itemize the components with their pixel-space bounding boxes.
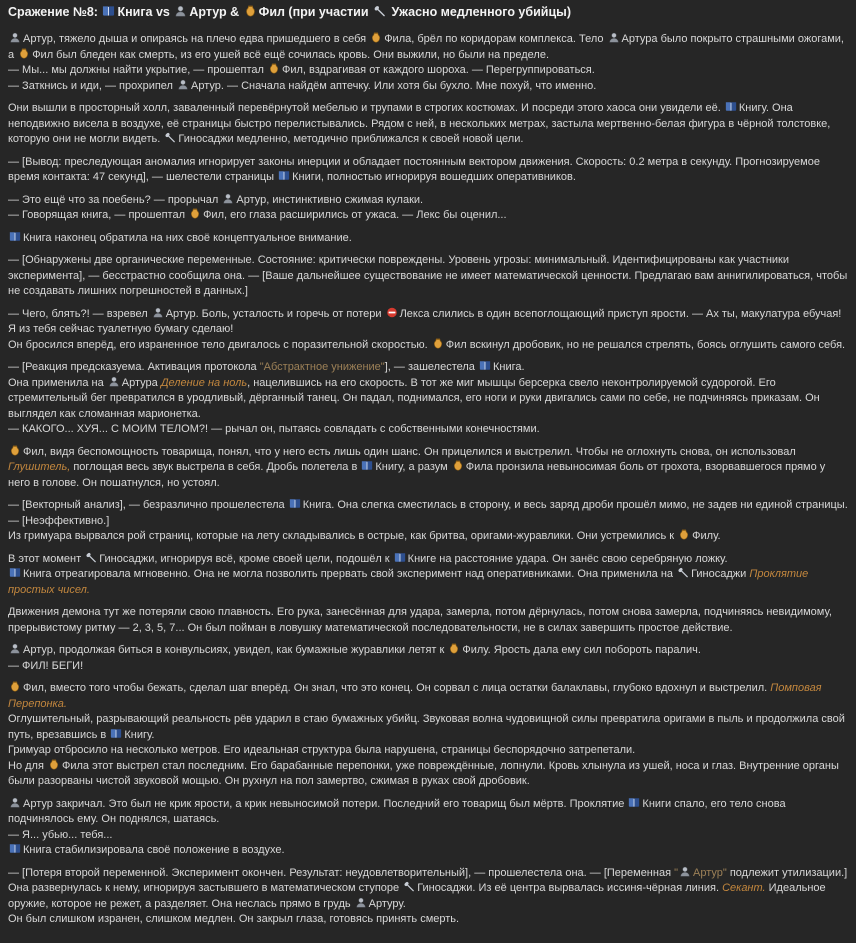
story-text: Фил вскинул дробовик, но не решался стрелять, боясь оглушить самого себя. <box>445 338 846 351</box>
text-line <box>8 912 848 928</box>
text-line <box>8 498 848 529</box>
phil-flask-icon <box>452 460 464 471</box>
text-line <box>8 360 848 376</box>
book-icon <box>102 5 115 17</box>
story-text: Фила, брёл по коридорам комплекса. Тело <box>384 33 607 45</box>
story-text: Книга отреагировала мгновенно. Она не могла позволить прервать свой эксперимент над оперативниками. Она применила на <box>23 568 677 580</box>
story-text: — Говорящая книга, — прошептал <box>8 209 189 221</box>
book-icon <box>479 360 491 371</box>
text-line <box>8 376 848 423</box>
text-line <box>8 681 848 712</box>
phil-flask-icon <box>244 5 257 17</box>
story-text: Артур. Боль, усталость и горечь от потери <box>165 307 385 320</box>
story-text: Он был слишком изранен, слишком медлен. Он закрыл глаза, готовясь принять смерть. <box>8 913 460 925</box>
spoon-icon <box>677 567 689 578</box>
story-text: Артур, продолжая биться в конвульсиях, увидел, как бумажные журавлики летят к <box>23 644 448 656</box>
text-line <box>8 529 848 545</box>
paragraph <box>8 643 848 674</box>
text-line <box>8 552 848 568</box>
paragraph <box>8 552 848 599</box>
story-text: Книге на расстояние удара. Он занёс свою серебряную ложку. <box>407 552 728 565</box>
story-text: Книга наконец обратила на них своё концептуальное внимание. <box>23 231 352 244</box>
text-line <box>8 445 848 492</box>
text-line <box>8 231 848 247</box>
story-text: ], — зашелестела <box>384 361 478 373</box>
ability-name: Помповая Перепонка. <box>8 682 822 710</box>
arthur-bust-icon <box>108 376 120 387</box>
story-text: Фила пронзила невыносимая боль от грохота, взорвавшегося прямо у него в голове. Он пошатнулся, но устоял. <box>8 461 826 489</box>
story-text: Артура <box>121 376 161 389</box>
ability-name: Секант. <box>722 882 766 894</box>
arthur-bust-icon <box>177 79 189 90</box>
story-text: Они вышли в просторный холл, заваленный перевёрнутой мебелью и трупами в строгих костюмах. И посреди этого хаоса они увидели её. <box>8 102 724 114</box>
phil-flask-icon <box>370 32 382 43</box>
story-text: подлежит утилизации.] <box>726 866 848 879</box>
text-line <box>8 155 848 186</box>
story-text: Гиносаджи, игнорируя всё, кроме своей цели, подошёл к <box>99 552 393 565</box>
phil-flask-icon <box>9 445 21 456</box>
story-text: Фил (при участии <box>258 5 373 19</box>
story-text: Артур. — Сначала найдём аптечку. Или хотя бы бухло. Мне похуй, что именно. <box>191 79 597 92</box>
paragraph <box>8 193 848 224</box>
story-text: Филу. <box>692 530 721 542</box>
protocol-name: "Абстрактное унижение" <box>259 361 385 373</box>
text-line <box>8 567 848 598</box>
book-icon <box>9 567 21 578</box>
story-text: — Заткнись и иди, — прохрипел <box>8 79 177 92</box>
text-line <box>8 659 848 675</box>
story-text: — [Векторный анализ], — безразлично прошелестела <box>8 499 288 511</box>
story-text: Движения демона тут же потеряли свою плавность. Его рука, занесённая для удара, замерла, потом дёрнулась, потом снова замерла, подчиняясь невидимому, прерывистому ритму — 2, 3, 5, 7... Он был пойман в ловушку математической последовательности, не в силах завершить простое действие. <box>8 606 832 634</box>
story-text: Фил, вздрагивая от каждого шороха. — Перегруппироваться. <box>281 64 595 76</box>
text-line <box>8 828 848 844</box>
paragraph <box>8 498 848 545</box>
arthur-bust-icon <box>355 897 367 908</box>
paragraph <box>8 360 848 438</box>
story-text: Книги спало, его тело снова подчинялось ему. Он поднялся, шатаясь. <box>8 797 786 825</box>
spoon-icon <box>403 881 415 892</box>
story-text: — ФИЛ! БЕГИ! <box>8 659 84 672</box>
arthur-bust-icon <box>9 797 21 808</box>
story-text: Книга vs <box>117 5 174 19</box>
arthur-bust-icon <box>679 866 691 877</box>
book-icon <box>9 843 21 854</box>
text-line <box>8 422 848 438</box>
ability-name: Проклятие простых чисел. <box>8 568 809 596</box>
story-text: Артур & <box>189 5 243 19</box>
story-text: Гиносаджи <box>691 568 750 580</box>
story-text: Из гримуара вырвался рой страниц, которые на лету складывались в острые, как бритва, оригами-журавлики. Они устремились к <box>8 530 678 542</box>
phil-flask-icon <box>432 338 444 349</box>
story-text: Оглушительный, разрывающий реальность рёв ударил в стаю бумажных убийц. Звуковая волна чудовищной силы превратила оригами в пыль и продолжила свой путь, врезавшись в <box>8 713 845 741</box>
paragraph <box>8 231 848 247</box>
story-text: Артуру. <box>368 897 406 910</box>
story-text: Фил, его глаза расширились от ужаса. — Лекс бы оценил... <box>203 209 507 221</box>
phil-flask-icon <box>48 759 60 770</box>
story-text: Книга. Она слегка сместилась в сторону, и весь заряд дроби прошёл мимо, не задев ни единой страницы. — [Неэффективно.] <box>8 499 848 527</box>
arthur-bust-icon <box>222 193 234 204</box>
story-text: Фил, вместо того чтобы бежать, сделал шаг вперёд. Он знал, что это конец. Он сорвал с лица остатки балаклавы, глубоко вдохнул и выстрелил. <box>23 682 771 694</box>
text-line <box>8 605 848 636</box>
story-text: Он бросился вперёд, его израненное тело двигалось с поразительной скоростью. <box>8 338 431 351</box>
story-text: поглощая весь звук выстрела в себя. Дробь полетела в <box>70 461 361 473</box>
story-text: — Мы... мы должны найти укрытие, — прошептал <box>8 64 267 76</box>
story-text: — [Обнаружены две органические переменные. Состояние: критически повреждены. Уровень угрозы: минимальный. Идентифицированы как участники эксперимента], — бесстрастно сообщила она. — [Ваше дальнейшее существование не имеет математической ценности. Предлагаю вам аннигилироваться, чтобы не создавать лишних погрешностей в данных.] <box>8 254 848 297</box>
text-line <box>8 63 848 79</box>
paragraph <box>8 32 848 94</box>
paragraph <box>8 253 848 300</box>
text-line <box>8 643 848 659</box>
paragraph <box>8 307 848 354</box>
story-text: Ужасно медленного убийцы) <box>388 5 571 19</box>
book-icon <box>9 231 21 242</box>
protocol-name: " <box>674 866 678 879</box>
text-line <box>8 759 848 790</box>
spoon-icon <box>85 552 97 563</box>
spoon-icon <box>164 132 176 143</box>
book-icon <box>110 728 122 739</box>
text-line <box>8 208 848 224</box>
story-text: Книга. <box>492 361 525 373</box>
phil-flask-icon <box>268 63 280 74</box>
text-line <box>8 881 848 912</box>
ability-name: Деление на ноль <box>160 376 248 389</box>
phil-flask-icon <box>448 643 460 654</box>
book-icon <box>725 101 737 112</box>
story-text: Гримуар отбросило на несколько метров. Его идеальная структура была нарушена, страницы беспорядочно затрепетали. <box>8 744 636 756</box>
story-text: — Это ещё что за поебень? — прорычал <box>8 193 222 206</box>
story-text: Но для <box>8 759 47 772</box>
text-line <box>8 101 848 148</box>
book-icon <box>394 552 406 563</box>
story-text: Гиносаджи. Из её центра вырвалась иссиня-чёрная линия. <box>417 882 723 894</box>
story-text: — [Реакция предсказуема. Активация протокола <box>8 361 260 373</box>
story-text: Идеальное оружие, которое не режет, а разделяет. Она неслась прямо в грудь <box>8 882 826 910</box>
text-line <box>8 79 848 95</box>
text-line <box>8 338 848 354</box>
text-line <box>8 193 848 209</box>
paragraph <box>8 155 848 186</box>
paragraph <box>8 101 848 148</box>
phil-flask-icon <box>18 48 30 59</box>
protocol-name: Артур" <box>693 866 727 879</box>
story-text: , нацелившись на его скорость. В тот же миг мышцы берсерка свело неконтролируемой судорогой. Его стремительный бег превратился в уродливый, дёрганный танец. Он падал, поднимался, его ноги и руки двигались сами по себе, не подчиняясь приказам. Он выглядел как сломанная марионетка. <box>8 376 820 420</box>
phil-flask-icon <box>189 208 201 219</box>
story-text: Артур, инстинктивно сжимая кулаки. <box>236 193 424 206</box>
paragraph <box>8 681 848 790</box>
paragraph <box>8 866 848 928</box>
story-text: Книгу. <box>124 728 155 741</box>
text-line <box>8 253 848 300</box>
story-text: Книгу, а разум <box>375 461 451 473</box>
story-text: — Я... убью... тебя... <box>8 828 113 841</box>
story-text: Фил, видя беспомощность товарища, понял, что у него есть лишь один шанс. Он прицелился и выстрелил. Чтобы не оглохнуть снова, он использовал <box>23 445 796 458</box>
text-line <box>8 307 848 338</box>
arthur-bust-icon <box>152 307 164 318</box>
story-text: В этот момент <box>8 552 85 565</box>
paragraph <box>8 445 848 492</box>
story-text: Фил был бледен как смерть, из его ушей всё ещё сочилась кровь. Они выжили, но были на пределе. <box>32 48 550 61</box>
story-text: Гиносаджи медленно, методично приближался к своей новой цели. <box>178 133 524 145</box>
story-text: Книги, полностью игнорируя вошедших оперативников. <box>292 171 576 183</box>
story-text: Артура было покрыто страшными ожогами, а <box>8 33 844 61</box>
ability-name: Глушитель, <box>8 461 71 473</box>
story-text: Артур закричал. Это был не крик ярости, а крик невыносимой потери. Последний его товарищ был мёртв. Проклятие <box>23 797 628 810</box>
lex-no-entry-icon <box>386 307 398 318</box>
book-icon <box>628 797 640 808</box>
arthur-bust-icon <box>608 32 620 43</box>
page-title <box>8 4 848 21</box>
arthur-bust-icon <box>9 32 21 43</box>
story-text: Она развернулась к нему, игнорируя застывшего в математическом ступоре <box>8 882 403 894</box>
paragraph <box>8 797 848 859</box>
book-icon <box>361 460 373 471</box>
story-text: Фила этот выстрел стал последним. Его барабанные перепонки, уже повреждённые, лопнули. Кровь хлынула из ушей, носа и глаз. Внутренние органы были разорваны чистой звуковой мощью. Он рухнул на пол замертво, сжимая в руках свой дробовик. <box>8 759 839 787</box>
story-text: Сражение №8: <box>8 5 102 19</box>
text-line <box>8 866 848 882</box>
story-text: — Чего, блять?! — взревел <box>8 307 151 320</box>
phil-flask-icon <box>9 681 21 692</box>
text-line <box>8 743 848 759</box>
story-text: Лекса слились в один всепоглощающий приступ ярости. — Ах ты, макулатура ебучая! Я из тебя сейчас туалетную бумагу сделаю! <box>8 307 842 335</box>
story-text: Книга стабилизировала своё положение в воздухе. <box>23 844 285 856</box>
text-line <box>8 4 848 21</box>
story-text: — КАКОГО... ХУЯ... С МОИМ ТЕЛОМ?! — рычал он, пытаясь совладать с собственными конечностями. <box>8 423 540 435</box>
story-text: Книгу. Она неподвижно висела в воздухе, её страницы быстро перелистывались. Рядом с ней, в нескольких метрах, застыла мертвенно-белая фигура в чёрной толстовке, которую они не могли видеть. <box>8 102 831 145</box>
text-line <box>8 797 848 828</box>
arthur-bust-icon <box>9 643 21 654</box>
story-text: Артур, тяжело дыша и опираясь на плечо едва пришедшего в себя <box>23 33 370 45</box>
text-line <box>8 843 848 859</box>
paragraph <box>8 605 848 636</box>
story-text: Она применила на <box>8 376 107 389</box>
book-icon <box>289 498 301 509</box>
text-line <box>8 712 848 743</box>
story-text: — [Потеря второй переменной. Эксперимент окончен. Результат: неудовлетворительный], — прошелестела она. — [Переменная <box>8 866 675 879</box>
phil-flask-icon <box>678 529 690 540</box>
story-text: Филу. Ярость дала ему сил побороть паралич. <box>462 644 701 656</box>
text-line <box>8 32 848 63</box>
story-text: — [Вывод: преследующая аномалия игнорирует законы инерции и обладает постоянным вектором движения. Скорость: 0.2 метра в секунду. Прогнозируемое время контакта: 47 секунд], — шелестели страницы <box>8 155 820 183</box>
book-icon <box>278 170 290 181</box>
spoon-icon <box>373 5 386 17</box>
arthur-bust-icon <box>174 5 187 17</box>
